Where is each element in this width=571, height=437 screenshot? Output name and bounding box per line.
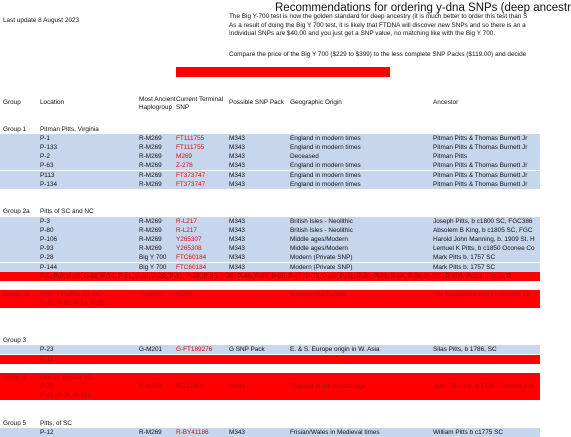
row-snp-pack-cell: M343 [229, 429, 245, 437]
table-header [0, 96, 540, 126]
row-terminal-snp-cell: FT373747 [176, 171, 206, 179]
row-group-cell: Group 3 [3, 337, 27, 345]
row-location-cell: P113 [40, 171, 55, 179]
row-location-cell: P-70 [40, 383, 54, 391]
row-ancient-haplogroup-cell: R-M269 [139, 235, 162, 243]
row-ancestor-cell: Pitman Pitts & Thomas Burnett Jr [433, 162, 528, 170]
row-ancient-haplogroup-cell: R-M269 [139, 153, 162, 161]
row-ancient-haplogroup-cell: R-M269 [139, 162, 162, 170]
table-row [0, 272, 540, 281]
row-terminal-snp-cell: M269 [176, 291, 192, 299]
row-geographic-origin-cell: England in modern times [290, 171, 361, 179]
header-group: Group [3, 99, 21, 106]
row-snp-pack-cell: G SNP Pack [229, 346, 265, 354]
row-ancestor-cell: Mark Pitts b. 1757 SC [433, 263, 496, 271]
row-location-cell: Pitman Pitts, Virginia [40, 125, 99, 133]
row-group-cell: Group 2b [3, 291, 30, 299]
row-geographic-origin-cell: Deceased [290, 153, 319, 161]
row-ancient-haplogroup-cell: R-M269 [139, 143, 162, 151]
row-ancestor-cell: Harold John Manning, b. 1909 St. H [433, 235, 535, 243]
row-location-cell: P-1 [40, 134, 50, 142]
row-terminal-snp-cell: FTC60184 [176, 254, 207, 262]
row-location-cell: P-12 [40, 429, 54, 437]
table-row [0, 134, 540, 143]
row-location-cell: Pitts of SC and NC [40, 208, 94, 216]
table-row [0, 253, 540, 262]
row-terminal-snp-cell: FT373747 [176, 180, 206, 188]
table-spacer-row [0, 281, 540, 290]
table-row [0, 207, 540, 216]
row-ancient-haplogroup-cell: R-M269 [139, 180, 162, 188]
row-terminal-snp-cell: R-Z17901 [176, 383, 205, 391]
page-title: Recommendations for ordering y-dna SNPs (deep ancestr [275, 2, 571, 14]
row-snp-pack-cell: M343 [229, 226, 245, 234]
row-snp-pack-cell: M343 [229, 245, 245, 253]
row-location-cell: P-23 [40, 346, 54, 354]
table-row [0, 217, 540, 226]
table-row [0, 299, 540, 308]
row-geographic-origin-cell: British Isles - Neolithic [290, 217, 353, 225]
table-row [0, 180, 540, 189]
row-group-cell: Group 2a [3, 208, 30, 216]
row-terminal-snp-cell: M269 [176, 153, 192, 161]
row-snp-pack-cell: M343 [229, 383, 245, 391]
row-ancient-haplogroup-cell: R-M269 [139, 429, 162, 437]
header-geographic-origin: Geographic Origin [290, 99, 342, 106]
row-group-cell: Group 4 [3, 373, 27, 381]
row-geographic-origin-cell: Widespread Europe [290, 291, 347, 299]
row-location-cell: P-93 [40, 245, 54, 253]
row-ancestor-cell: Lemuel K Pitts, b c1850 Oconee Co [433, 245, 535, 253]
compare-text: Compare the price of the Big Y 700 ($229 to $399) to the less complete SNP Packs ($119.00) and decide [229, 51, 527, 58]
row-location-cell: P-134 [40, 180, 58, 188]
intro-paragraph [229, 13, 527, 39]
table-spacer-row [0, 309, 540, 318]
row-location-cell: P-144 [40, 263, 58, 271]
table-row [0, 373, 540, 382]
row-members-list: P-5, P-9, P-10, P-82, P-16, P-21, P-24, P-29, P-31, P-34, P-35, P-39, P-46, P-47, P-56, P-65, P-75, P-80, P-81, P-86, P-83, P-84, P-96, P-105, P-106, P-114, P-126, P [40, 272, 512, 280]
row-ancient-haplogroup-cell: R-M269 [139, 291, 162, 299]
row-ancient-haplogroup-cell: R-M269 [139, 383, 162, 391]
row-location-cell: P-133 [40, 143, 58, 151]
row-ancestor-cell: William Pitts b c1775 SC [433, 429, 503, 437]
table-spacer-row [0, 327, 540, 336]
row-terminal-snp-cell: R-L217 [176, 226, 197, 234]
row-snp-pack-cell: M343 [229, 153, 245, 161]
intro-line-3: Individual SNPs are $40.00 and you just get a SNP value, no matching like with the Big Y 700. [229, 30, 496, 38]
table-row [0, 391, 540, 400]
row-geographic-origin-cell: Frisian/Wales in Medieval times [290, 429, 380, 437]
table-spacer-row [0, 318, 540, 327]
row-terminal-snp-cell: Y265307 [176, 235, 202, 243]
row-ancient-haplogroup-cell: Big Y 700 [139, 254, 167, 262]
row-terminal-snp-cell: FTC60184 [176, 263, 207, 271]
row-geographic-origin-cell: England in the Bronze Age [290, 383, 366, 391]
row-location-cell: P-80 [40, 226, 54, 234]
row-geographic-origin-cell: England in modern times [290, 143, 361, 151]
row-ancestor-cell: Pitman Pitts & Thomas Burnett Jr [433, 143, 528, 151]
red-rows-note: The rows in red have not done Big Y 700 testing [176, 67, 390, 77]
row-ancient-haplogroup-cell: R-M269 [139, 245, 162, 253]
row-snp-pack-cell: M343 [229, 171, 245, 179]
table-spacer-row [0, 364, 540, 373]
table-spacer-row [0, 189, 540, 198]
table-row [0, 244, 540, 253]
row-ancestor-cell: John Pitts b 5, d 1739 Frederick Co [433, 383, 534, 391]
table-row [0, 226, 540, 235]
header-ancestor: Ancestor [433, 99, 459, 106]
row-location-cell: P-28 [40, 254, 54, 262]
table-spacer-row [0, 401, 540, 410]
header-current-terminal-snp: Current Terminal SNP [176, 96, 224, 112]
row-snp-pack-cell: M343 [229, 143, 245, 151]
table-row [0, 152, 540, 161]
row-snp-pack-cell: M343 [229, 254, 245, 262]
row-group-cell: Group 1 [3, 125, 27, 133]
table-row [0, 345, 540, 354]
header-possible-snp-pack: Possible SNP Pack [229, 99, 284, 106]
row-location-cell: Pitts of VA and NC [40, 373, 93, 381]
row-snp-pack-cell: M343 [229, 134, 245, 142]
row-geographic-origin-cell: British Isles - Neolithic [290, 226, 353, 234]
row-location-cell: P-40, P-50, P-54, P-88 [40, 300, 105, 308]
row-terminal-snp-cell: G-FT189276 [176, 346, 213, 354]
table-row [0, 235, 540, 244]
row-snp-pack-cell: M343 [229, 235, 245, 243]
row-geographic-origin-cell: Modern (Private SNP) [290, 254, 353, 262]
row-snp-pack-cell: M343 [229, 217, 245, 225]
table-spacer-row [0, 198, 540, 207]
row-location-cell: P-2 [40, 153, 50, 161]
table-spacer-row [0, 410, 540, 419]
row-terminal-snp-cell: FT111755 [176, 134, 205, 142]
row-snp-pack-cell: M343 [229, 263, 245, 271]
table-row [0, 419, 540, 428]
row-location-cell: P-106 [40, 235, 58, 243]
table-row [0, 355, 540, 364]
row-ancestor-cell: Pitman Pitts & Thomas Burnett Jr [433, 171, 528, 179]
row-ancient-haplogroup-cell: R-M269 [139, 217, 162, 225]
row-ancient-haplogroup-cell: G-M201 [139, 346, 163, 354]
row-ancestor-cell: Absolem B King, b c1805 SC, FGC [433, 226, 533, 234]
row-terminal-snp-cell: Y265308 [176, 245, 202, 253]
header-location: Location [40, 99, 65, 106]
table-row [0, 171, 540, 180]
table-row [0, 428, 540, 437]
row-ancestor-cell: Silas Pitts, b 1786, SC [433, 346, 497, 354]
row-geographic-origin-cell: England in modern times [290, 162, 361, 170]
row-snp-pack-cell: M343 [229, 162, 245, 170]
table-row [0, 290, 540, 299]
row-terminal-snp-cell: Z-278 [176, 162, 193, 170]
intro-line-1: The Big Y-700 test is now the golden standard for deep ancestry (it is much better to order this test than S [229, 13, 528, 20]
row-ancient-haplogroup-cell: R-M269 [139, 134, 162, 142]
row-snp-pack-cell: M343 [229, 180, 245, 188]
header-most-ancient-haplogroup: Most Ancient Haplogroup [139, 96, 176, 112]
row-terminal-snp-cell: R-BY41186 [176, 429, 209, 437]
row-group-cell: Group 5 [3, 419, 27, 427]
row-geographic-origin-cell: E. & S. Europe origin in W. Asia [290, 346, 380, 354]
row-terminal-snp-cell: FT111755 [176, 143, 205, 151]
row-ancestor-cell: Joseph Pitts, b c1800 SC, FGC386 [433, 217, 533, 225]
row-location-cell: P-63 [40, 162, 54, 170]
row-ancient-haplogroup-cell: R-M269 [139, 171, 162, 179]
table-row [0, 336, 540, 345]
row-geographic-origin-cell: Modern (Private SNP) [290, 263, 353, 271]
row-ancestor-cell: Fitz Associated with Proto-Indo Eu [433, 291, 531, 299]
row-geographic-origin-cell: England in modern times [290, 134, 361, 142]
table-row [0, 125, 540, 134]
last-update-text: Last update 8 August 2023 [3, 17, 80, 24]
row-ancient-haplogroup-cell: R-M269 [139, 226, 162, 234]
row-location-cell: P-3 [40, 217, 50, 225]
row-location-cell: Pitts, of SC [40, 419, 72, 427]
row-geographic-origin-cell: Middle ages/Modern [290, 235, 348, 243]
row-geographic-origin-cell: Middle ages/Modern [290, 245, 348, 253]
row-ancestor-cell: Pitman Pitts & Thomas Burnett Jr [433, 180, 528, 188]
table-row [0, 382, 540, 391]
table-row [0, 263, 540, 272]
table-row [0, 143, 540, 152]
table-row [0, 161, 540, 170]
intro-line-2: As a result of doing the Big Y 700 test, it is likely that FTDNA will discover new SNPs and so there is an a [229, 21, 526, 29]
row-location-cell: P-41, P-26, P-101 [40, 392, 92, 400]
row-location-cell: P-11 [40, 355, 54, 363]
row-ancient-haplogroup-cell: Big Y 700 [139, 263, 167, 271]
row-geographic-origin-cell: England in modern times [290, 180, 361, 188]
row-ancestor-cell: Pitman Pitts [433, 153, 468, 161]
row-ancestor-cell: Mark Pitts b. 1757 SC [433, 254, 496, 262]
row-location-cell: Pitts of Halifax Co NC [40, 291, 102, 299]
row-terminal-snp-cell: R-L217 [176, 217, 197, 225]
row-ancestor-cell: Pitman Pitts & Thomas Burnett Jr [433, 134, 528, 142]
